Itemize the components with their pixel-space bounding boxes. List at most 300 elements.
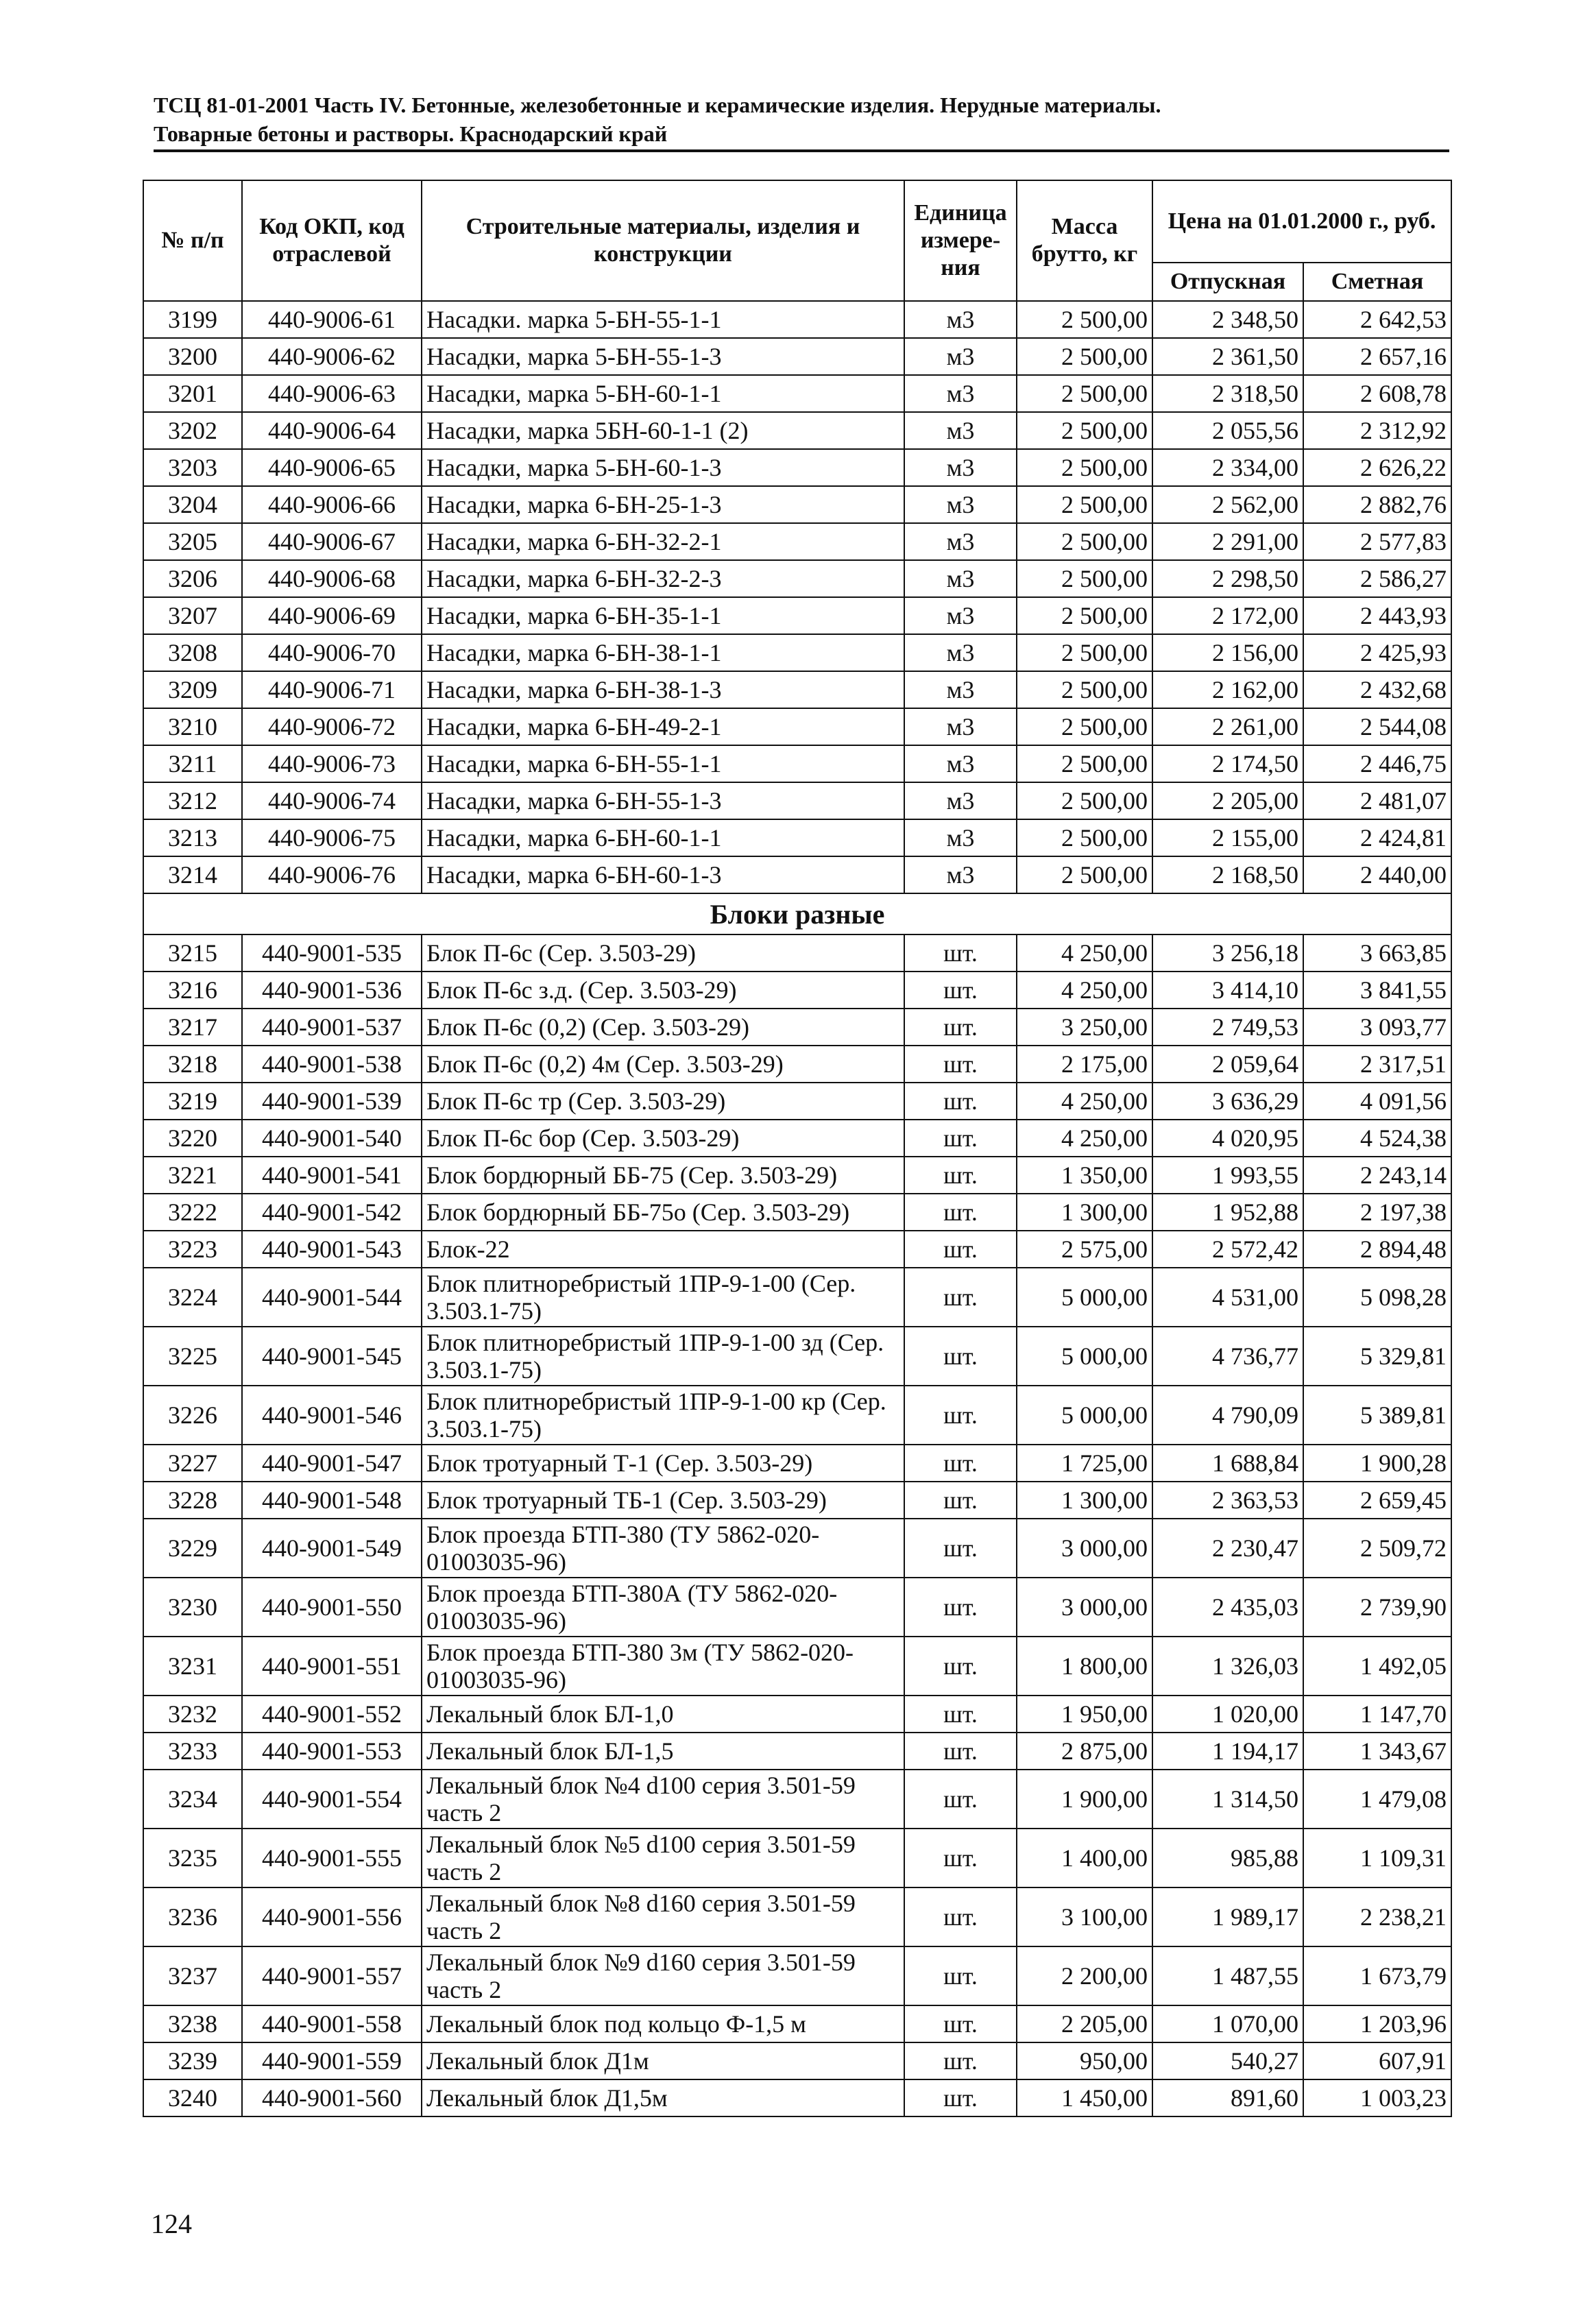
- col-header-unit: Единица измере-ния: [904, 180, 1017, 301]
- row-code: 440-9001-552: [242, 1696, 422, 1733]
- row-code: 440-9001-551: [242, 1637, 422, 1696]
- row-name: Насадки, марка 6-БН-35-1-1: [422, 597, 904, 634]
- table-row: [143, 2042, 1451, 2079]
- row-number: 3201: [143, 375, 242, 412]
- section-title: Блоки разные: [143, 893, 1451, 934]
- row-unit: шт.: [904, 1696, 1017, 1733]
- row-release-price: 4 790,09: [1152, 1386, 1303, 1445]
- row-estimate-price: 2 626,22: [1303, 449, 1451, 486]
- row-unit: м3: [904, 856, 1017, 893]
- row-mass: 1 800,00: [1017, 1637, 1152, 1696]
- row-code: 440-9006-64: [242, 412, 422, 449]
- row-mass: 2 500,00: [1017, 634, 1152, 671]
- row-code: 440-9001-555: [242, 1829, 422, 1887]
- row-release-price: 2 291,00: [1152, 523, 1303, 560]
- row-name: Насадки, марка 5-БН-55-1-3: [422, 338, 904, 375]
- row-mass: 2 500,00: [1017, 486, 1152, 523]
- row-mass: 2 500,00: [1017, 597, 1152, 634]
- row-release-price: 2 348,50: [1152, 301, 1303, 338]
- row-unit: м3: [904, 412, 1017, 449]
- table-row: [143, 1386, 1451, 1445]
- row-release-price: 2 230,47: [1152, 1519, 1303, 1578]
- row-mass: 2 500,00: [1017, 671, 1152, 708]
- row-name: Насадки, марка 6-БН-60-1-3: [422, 856, 904, 893]
- row-unit: м3: [904, 671, 1017, 708]
- row-mass: 3 250,00: [1017, 1009, 1152, 1046]
- row-mass: 5 000,00: [1017, 1327, 1152, 1386]
- table-row: [143, 412, 1451, 449]
- row-mass: 2 175,00: [1017, 1046, 1152, 1083]
- row-code: 440-9001-559: [242, 2042, 422, 2079]
- table-row: [143, 1231, 1451, 1268]
- table-row: [143, 449, 1451, 486]
- table-row: [143, 934, 1451, 972]
- row-release-price: 2 172,00: [1152, 597, 1303, 634]
- row-release-price: 3 414,10: [1152, 972, 1303, 1009]
- row-code: 440-9001-557: [242, 1946, 422, 2005]
- table-row: [143, 2079, 1451, 2116]
- row-unit: шт.: [904, 1829, 1017, 1887]
- row-name: Лекальный блок №4 d100 серия 3.501-59 часть 2: [422, 1770, 904, 1829]
- header-line-2: Товарные бетоны и растворы. Краснодарский край: [154, 121, 668, 146]
- header-rule: [154, 149, 1449, 152]
- row-release-price: 3 256,18: [1152, 934, 1303, 972]
- table-row: [143, 1194, 1451, 1231]
- row-unit: шт.: [904, 1009, 1017, 1046]
- table-row: [143, 1637, 1451, 1696]
- row-unit: шт.: [904, 1268, 1017, 1327]
- row-name: Лекальный блок Д1,5м: [422, 2079, 904, 2116]
- row-release-price: 1 020,00: [1152, 1696, 1303, 1733]
- row-estimate-price: 2 243,14: [1303, 1157, 1451, 1194]
- row-code: 440-9001-560: [242, 2079, 422, 2116]
- row-mass: 2 500,00: [1017, 449, 1152, 486]
- row-code: 440-9006-70: [242, 634, 422, 671]
- row-estimate-price: 2 544,08: [1303, 708, 1451, 745]
- row-name: Блок П-6с (0,2) (Сер. 3.503-29): [422, 1009, 904, 1046]
- row-release-price: 2 363,53: [1152, 1482, 1303, 1519]
- row-mass: 1 450,00: [1017, 2079, 1152, 2116]
- row-unit: м3: [904, 708, 1017, 745]
- row-number: 3216: [143, 972, 242, 1009]
- table-body-nozzles: [143, 301, 1451, 893]
- row-number: 3204: [143, 486, 242, 523]
- row-release-price: 2 059,64: [1152, 1046, 1303, 1083]
- row-code: 440-9001-537: [242, 1009, 422, 1046]
- row-number: 3205: [143, 523, 242, 560]
- table-row: [143, 1770, 1451, 1829]
- row-unit: шт.: [904, 1770, 1017, 1829]
- row-code: 440-9001-541: [242, 1157, 422, 1194]
- row-name: Блок-22: [422, 1231, 904, 1268]
- table-row: [143, 634, 1451, 671]
- table-row: [143, 782, 1451, 819]
- table-body-blocks: [143, 934, 1451, 2116]
- row-number: 3211: [143, 745, 242, 782]
- row-number: 3212: [143, 782, 242, 819]
- row-mass: 2 500,00: [1017, 745, 1152, 782]
- row-name: Насадки, марка 6-БН-32-2-1: [422, 523, 904, 560]
- row-release-price: 2 168,50: [1152, 856, 1303, 893]
- row-code: 440-9006-68: [242, 560, 422, 597]
- row-unit: шт.: [904, 1194, 1017, 1231]
- row-unit: шт.: [904, 1733, 1017, 1770]
- row-mass: 2 200,00: [1017, 1946, 1152, 2005]
- row-mass: 2 500,00: [1017, 338, 1152, 375]
- header-line-1: ТСЦ 81-01-2001 Часть IV. Бетонные, железобетонные и керамические изделия. Нерудные материалы.: [154, 93, 1161, 117]
- row-number: 3207: [143, 597, 242, 634]
- row-code: 440-9006-63: [242, 375, 422, 412]
- row-number: 3223: [143, 1231, 242, 1268]
- row-unit: м3: [904, 338, 1017, 375]
- row-number: 3231: [143, 1637, 242, 1696]
- table-row: [143, 1578, 1451, 1637]
- row-code: 440-9001-545: [242, 1327, 422, 1386]
- row-number: 3228: [143, 1482, 242, 1519]
- row-release-price: 4 531,00: [1152, 1268, 1303, 1327]
- row-name: Блок проезда БТП-380А (ТУ 5862-020-01003035-96): [422, 1578, 904, 1637]
- row-name: Блок П-6с тр (Сер. 3.503-29): [422, 1083, 904, 1120]
- row-code: 440-9006-65: [242, 449, 422, 486]
- row-mass: 950,00: [1017, 2042, 1152, 2079]
- row-code: 440-9001-547: [242, 1445, 422, 1482]
- row-name: Насадки, марка 6-БН-49-2-1: [422, 708, 904, 745]
- row-estimate-price: 2 317,51: [1303, 1046, 1451, 1083]
- row-name: Лекальный блок №8 d160 серия 3.501-59 часть 2: [422, 1887, 904, 1946]
- row-name: Блок тротуарный ТБ-1 (Сер. 3.503-29): [422, 1482, 904, 1519]
- table-row: [143, 1157, 1451, 1194]
- table-row: [143, 486, 1451, 523]
- row-code: 440-9001-549: [242, 1519, 422, 1578]
- row-estimate-price: 2 509,72: [1303, 1519, 1451, 1578]
- row-release-price: 2 334,00: [1152, 449, 1303, 486]
- row-estimate-price: 1 109,31: [1303, 1829, 1451, 1887]
- row-unit: шт.: [904, 1637, 1017, 1696]
- row-mass: 2 500,00: [1017, 819, 1152, 856]
- row-unit: шт.: [904, 1231, 1017, 1268]
- row-unit: м3: [904, 375, 1017, 412]
- row-code: 440-9001-548: [242, 1482, 422, 1519]
- row-name: Лекальный блок №5 d100 серия 3.501-59 часть 2: [422, 1829, 904, 1887]
- row-name: Насадки, марка 6-БН-60-1-1: [422, 819, 904, 856]
- row-unit: м3: [904, 301, 1017, 338]
- row-unit: шт.: [904, 1578, 1017, 1637]
- table-row: [143, 1046, 1451, 1083]
- row-estimate-price: 3 841,55: [1303, 972, 1451, 1009]
- row-estimate-price: 1 343,67: [1303, 1733, 1451, 1770]
- page-number: 124: [151, 2208, 192, 2239]
- row-release-price: 3 636,29: [1152, 1083, 1303, 1120]
- row-number: 3208: [143, 634, 242, 671]
- row-unit: м3: [904, 523, 1017, 560]
- row-estimate-price: 1 003,23: [1303, 2079, 1451, 2116]
- table-row: [143, 1009, 1451, 1046]
- row-mass: 1 350,00: [1017, 1157, 1152, 1194]
- row-number: 3239: [143, 2042, 242, 2079]
- table-row: [143, 1829, 1451, 1887]
- row-code: 440-9006-61: [242, 301, 422, 338]
- row-code: 440-9001-550: [242, 1578, 422, 1637]
- table-row: [143, 1268, 1451, 1327]
- row-unit: м3: [904, 449, 1017, 486]
- row-name: Блок П-6с з.д. (Сер. 3.503-29): [422, 972, 904, 1009]
- row-number: 3200: [143, 338, 242, 375]
- row-mass: 2 500,00: [1017, 301, 1152, 338]
- table-row: [143, 1083, 1451, 1120]
- row-name: Блок тротуарный Т-1 (Сер. 3.503-29): [422, 1445, 904, 1482]
- table-row: [143, 856, 1451, 893]
- row-mass: 1 950,00: [1017, 1696, 1152, 1733]
- row-mass: 4 250,00: [1017, 1120, 1152, 1157]
- row-number: 3233: [143, 1733, 242, 1770]
- row-estimate-price: 2 425,93: [1303, 634, 1451, 671]
- row-unit: м3: [904, 560, 1017, 597]
- row-estimate-price: 2 586,27: [1303, 560, 1451, 597]
- row-mass: 2 575,00: [1017, 1231, 1152, 1268]
- table-row: [143, 972, 1451, 1009]
- table-row: [143, 375, 1451, 412]
- row-release-price: 4 736,77: [1152, 1327, 1303, 1386]
- row-code: 440-9006-74: [242, 782, 422, 819]
- table-row: [143, 819, 1451, 856]
- row-estimate-price: 2 197,38: [1303, 1194, 1451, 1231]
- row-estimate-price: 2 440,00: [1303, 856, 1451, 893]
- row-release-price: 2 749,53: [1152, 1009, 1303, 1046]
- row-code: 440-9006-72: [242, 708, 422, 745]
- row-unit: шт.: [904, 1887, 1017, 1946]
- row-name: Насадки, марка 6-БН-38-1-1: [422, 634, 904, 671]
- row-release-price: 2 162,00: [1152, 671, 1303, 708]
- row-estimate-price: 1 147,70: [1303, 1696, 1451, 1733]
- row-name: Лекальный блок Д1м: [422, 2042, 904, 2079]
- row-number: 3240: [143, 2079, 242, 2116]
- row-number: 3202: [143, 412, 242, 449]
- row-number: 3214: [143, 856, 242, 893]
- row-number: 3221: [143, 1157, 242, 1194]
- row-number: 3230: [143, 1578, 242, 1637]
- table-row: [143, 338, 1451, 375]
- row-name: Насадки, марка 6-БН-25-1-3: [422, 486, 904, 523]
- table-row: [143, 1946, 1451, 2005]
- row-estimate-price: 2 238,21: [1303, 1887, 1451, 1946]
- row-unit: шт.: [904, 1120, 1017, 1157]
- table-row: [143, 1696, 1451, 1733]
- row-mass: 1 900,00: [1017, 1770, 1152, 1829]
- row-unit: шт.: [904, 1445, 1017, 1482]
- section-row-wrap: [143, 893, 1451, 934]
- row-code: 440-9001-544: [242, 1268, 422, 1327]
- table-row: [143, 2005, 1451, 2042]
- row-number: 3220: [143, 1120, 242, 1157]
- row-name: Блок плитноребристый 1ПР-9-1-00 кр (Сер. 3.503.1-75): [422, 1386, 904, 1445]
- row-code: 440-9001-539: [242, 1083, 422, 1120]
- row-code: 440-9001-546: [242, 1386, 422, 1445]
- row-unit: шт.: [904, 1519, 1017, 1578]
- col-header-num: № п/п: [143, 180, 242, 301]
- row-mass: 2 500,00: [1017, 375, 1152, 412]
- col-header-price: Цена на 01.01.2000 г., руб.: [1152, 180, 1451, 263]
- table-row: [143, 1482, 1451, 1519]
- table-row: [143, 301, 1451, 338]
- row-release-price: 1 070,00: [1152, 2005, 1303, 2042]
- row-name: Блок бордюрный ББ-75о (Сер. 3.503-29): [422, 1194, 904, 1231]
- row-release-price: 2 298,50: [1152, 560, 1303, 597]
- row-estimate-price: 1 492,05: [1303, 1637, 1451, 1696]
- row-name: Блок П-6с бор (Сер. 3.503-29): [422, 1120, 904, 1157]
- row-release-price: 2 261,00: [1152, 708, 1303, 745]
- row-estimate-price: 5 329,81: [1303, 1327, 1451, 1386]
- row-name: Лекальный блок №9 d160 серия 3.501-59 часть 2: [422, 1946, 904, 2005]
- row-mass: 2 875,00: [1017, 1733, 1152, 1770]
- row-unit: м3: [904, 597, 1017, 634]
- row-mass: 4 250,00: [1017, 972, 1152, 1009]
- row-mass: 4 250,00: [1017, 1083, 1152, 1120]
- table-row: [143, 523, 1451, 560]
- row-release-price: 1 952,88: [1152, 1194, 1303, 1231]
- row-estimate-price: 2 577,83: [1303, 523, 1451, 560]
- row-unit: м3: [904, 782, 1017, 819]
- row-release-price: 1 194,17: [1152, 1733, 1303, 1770]
- row-estimate-price: 5 389,81: [1303, 1386, 1451, 1445]
- row-name: Насадки, марка 5-БН-60-1-3: [422, 449, 904, 486]
- row-unit: м3: [904, 634, 1017, 671]
- row-number: 3226: [143, 1386, 242, 1445]
- row-number: 3227: [143, 1445, 242, 1482]
- row-number: 3209: [143, 671, 242, 708]
- row-unit: м3: [904, 486, 1017, 523]
- row-number: 3232: [143, 1696, 242, 1733]
- row-mass: 5 000,00: [1017, 1386, 1152, 1445]
- row-unit: шт.: [904, 1083, 1017, 1120]
- row-mass: 2 500,00: [1017, 708, 1152, 745]
- row-name: Насадки. марка 5-БН-55-1-1: [422, 301, 904, 338]
- row-unit: шт.: [904, 2079, 1017, 2116]
- row-name: Насадки, марка 5БН-60-1-1 (2): [422, 412, 904, 449]
- row-unit: м3: [904, 819, 1017, 856]
- row-release-price: 2 055,56: [1152, 412, 1303, 449]
- row-unit: шт.: [904, 1327, 1017, 1386]
- row-release-price: 1 314,50: [1152, 1770, 1303, 1829]
- table-row: [143, 708, 1451, 745]
- row-name: Лекальный блок БЛ-1,0: [422, 1696, 904, 1733]
- row-code: 440-9001-556: [242, 1887, 422, 1946]
- row-name: Блок П-6с (Сер. 3.503-29): [422, 934, 904, 972]
- row-estimate-price: 2 312,92: [1303, 412, 1451, 449]
- table-row: [143, 560, 1451, 597]
- row-number: 3234: [143, 1770, 242, 1829]
- row-unit: шт.: [904, 2005, 1017, 2042]
- row-code: 440-9001-536: [242, 972, 422, 1009]
- row-code: 440-9001-553: [242, 1733, 422, 1770]
- row-estimate-price: 2 446,75: [1303, 745, 1451, 782]
- row-number: 3224: [143, 1268, 242, 1327]
- row-code: 440-9006-76: [242, 856, 422, 893]
- row-name: Лекальный блок БЛ-1,5: [422, 1733, 904, 1770]
- row-number: 3219: [143, 1083, 242, 1120]
- row-release-price: 2 435,03: [1152, 1578, 1303, 1637]
- row-mass: 5 000,00: [1017, 1268, 1152, 1327]
- row-unit: м3: [904, 745, 1017, 782]
- row-number: 3213: [143, 819, 242, 856]
- row-unit: шт.: [904, 1482, 1017, 1519]
- row-release-price: 1 989,17: [1152, 1887, 1303, 1946]
- row-release-price: 1 487,55: [1152, 1946, 1303, 2005]
- row-number: 3218: [143, 1046, 242, 1083]
- row-release-price: 2 174,50: [1152, 745, 1303, 782]
- row-estimate-price: 2 443,93: [1303, 597, 1451, 634]
- row-unit: шт.: [904, 1046, 1017, 1083]
- price-table: [143, 180, 1452, 2117]
- row-unit: шт.: [904, 934, 1017, 972]
- row-number: 3236: [143, 1887, 242, 1946]
- row-estimate-price: 2 608,78: [1303, 375, 1451, 412]
- row-name: Насадки, марка 6-БН-38-1-3: [422, 671, 904, 708]
- col-header-name: Строительные материалы, изделия и конструкции: [422, 180, 904, 301]
- row-number: 3210: [143, 708, 242, 745]
- row-mass: 2 500,00: [1017, 560, 1152, 597]
- table-row: [143, 597, 1451, 634]
- row-mass: 1 400,00: [1017, 1829, 1152, 1887]
- row-mass: 3 000,00: [1017, 1578, 1152, 1637]
- row-release-price: 1 993,55: [1152, 1157, 1303, 1194]
- col-header-estimate: Сметная: [1303, 263, 1451, 301]
- row-code: 440-9001-554: [242, 1770, 422, 1829]
- row-release-price: 2 361,50: [1152, 338, 1303, 375]
- row-mass: 3 100,00: [1017, 1887, 1152, 1946]
- row-estimate-price: 2 739,90: [1303, 1578, 1451, 1637]
- row-mass: 2 205,00: [1017, 2005, 1152, 2042]
- row-release-price: 2 205,00: [1152, 782, 1303, 819]
- row-mass: 3 000,00: [1017, 1519, 1152, 1578]
- row-mass: 2 500,00: [1017, 856, 1152, 893]
- row-release-price: 4 020,95: [1152, 1120, 1303, 1157]
- row-mass: 1 300,00: [1017, 1194, 1152, 1231]
- row-number: 3206: [143, 560, 242, 597]
- row-estimate-price: 1 479,08: [1303, 1770, 1451, 1829]
- row-unit: шт.: [904, 972, 1017, 1009]
- table-row: [143, 1887, 1451, 1946]
- row-estimate-price: 2 894,48: [1303, 1231, 1451, 1268]
- row-unit: шт.: [904, 1386, 1017, 1445]
- row-release-price: 2 156,00: [1152, 634, 1303, 671]
- row-estimate-price: 3 663,85: [1303, 934, 1451, 972]
- row-name: Насадки, марка 6-БН-55-1-3: [422, 782, 904, 819]
- col-header-release: Отпускная: [1152, 263, 1303, 301]
- row-name: Лекальный блок под кольцо Ф-1,5 м: [422, 2005, 904, 2042]
- table-row: [143, 1120, 1451, 1157]
- row-code: 440-9001-540: [242, 1120, 422, 1157]
- row-estimate-price: 2 657,16: [1303, 338, 1451, 375]
- row-code: 440-9006-62: [242, 338, 422, 375]
- row-release-price: 2 562,00: [1152, 486, 1303, 523]
- row-name: Блок проезда БТП-380 (ТУ 5862-020-01003035-96): [422, 1519, 904, 1578]
- row-code: 440-9006-67: [242, 523, 422, 560]
- row-name: Блок плитноребристый 1ПР-9-1-00 зд (Сер. 3.503.1-75): [422, 1327, 904, 1386]
- row-name: Блок бордюрный ББ-75 (Сер. 3.503-29): [422, 1157, 904, 1194]
- row-release-price: 1 688,84: [1152, 1445, 1303, 1482]
- row-estimate-price: 2 424,81: [1303, 819, 1451, 856]
- table-row: [143, 671, 1451, 708]
- table-row: [143, 1327, 1451, 1386]
- row-name: Блок П-6с (0,2) 4м (Сер. 3.503-29): [422, 1046, 904, 1083]
- table-row: [143, 1519, 1451, 1578]
- row-estimate-price: 5 098,28: [1303, 1268, 1451, 1327]
- row-estimate-price: 2 659,45: [1303, 1482, 1451, 1519]
- row-number: 3199: [143, 301, 242, 338]
- row-name: Блок проезда БТП-380 3м (ТУ 5862-020-01003035-96): [422, 1637, 904, 1696]
- row-estimate-price: 1 673,79: [1303, 1946, 1451, 2005]
- row-mass: 1 300,00: [1017, 1482, 1152, 1519]
